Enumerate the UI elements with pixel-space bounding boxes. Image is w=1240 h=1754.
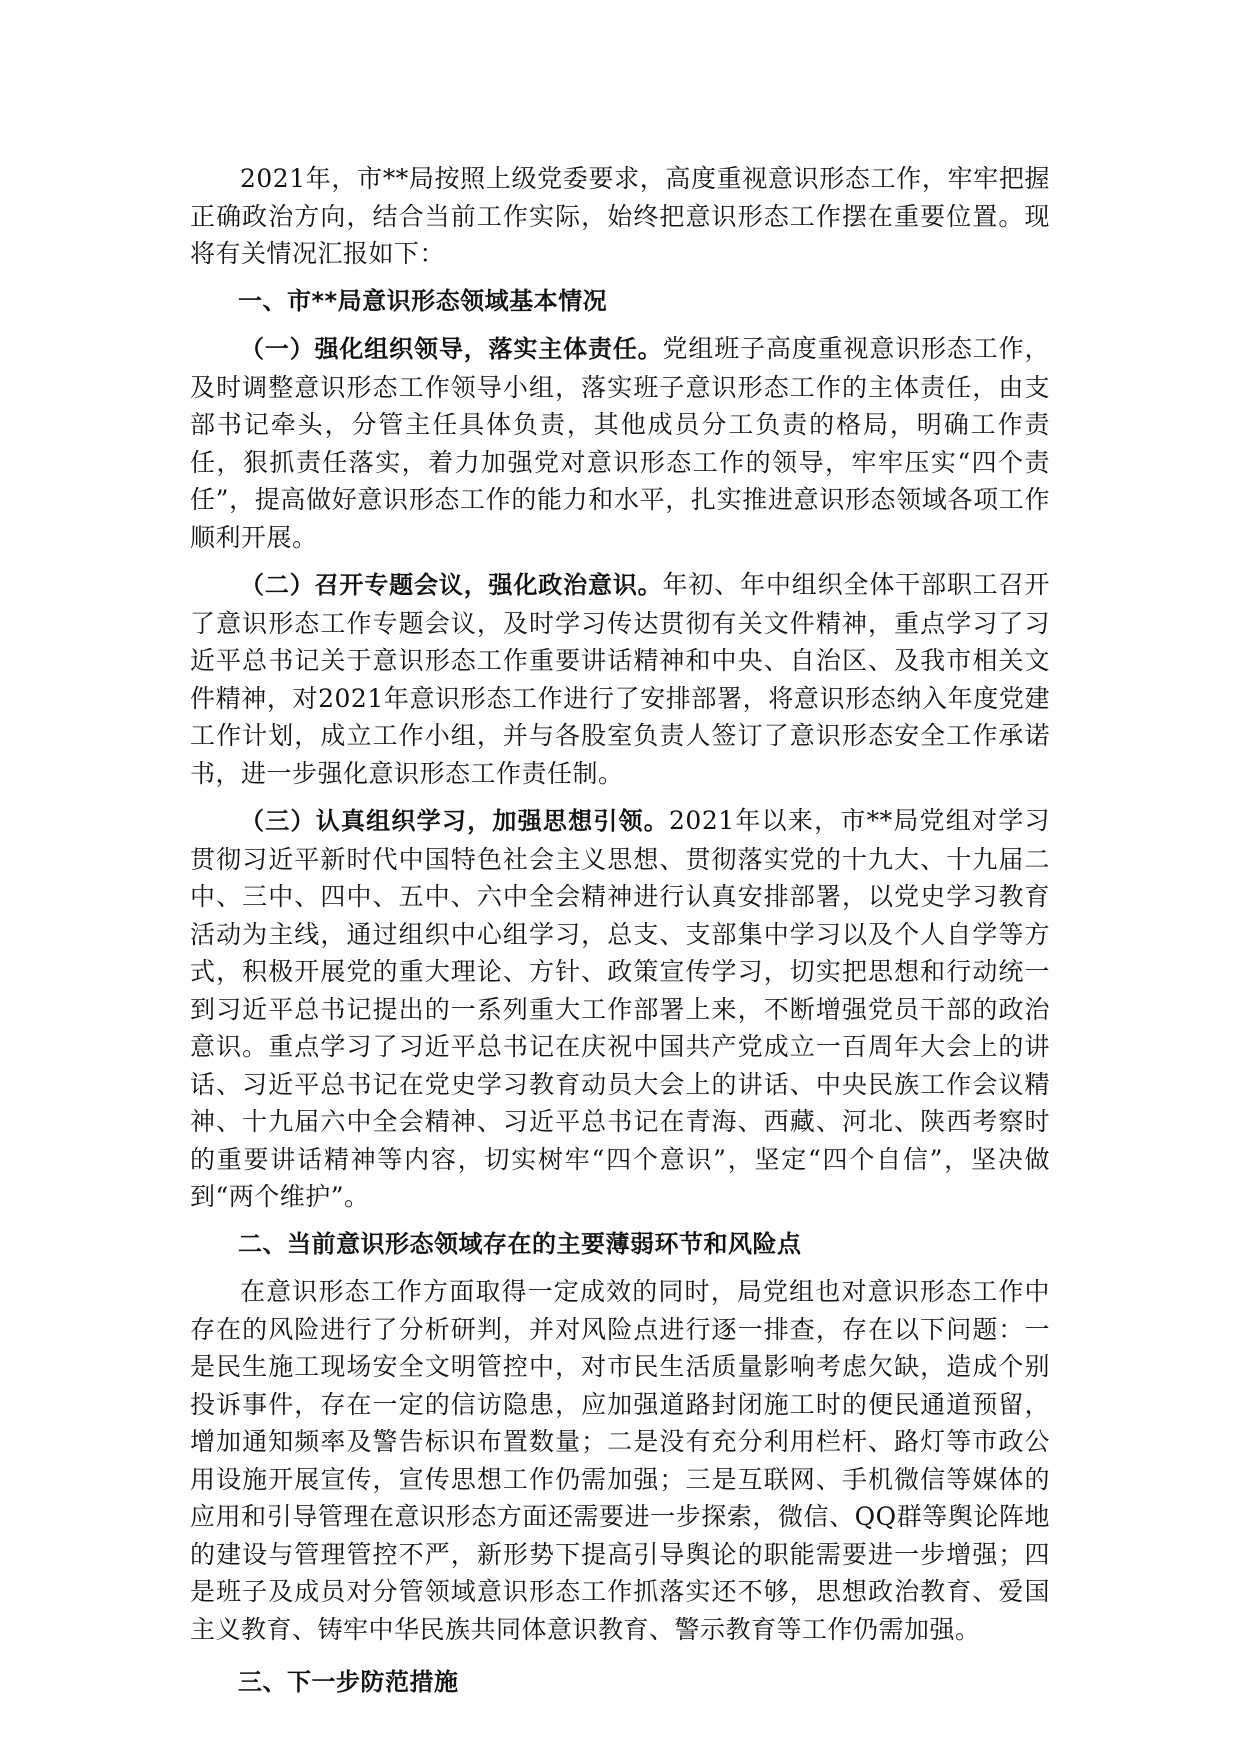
section-1-heading: 一、市**局意识形态领域基本情况 [238, 286, 608, 315]
spacer [190, 792, 1050, 802]
intro-paragraph: 2021年，市**局按照上级党委要求，高度重视意识形态工作，牢牢把握正确政治方向，结合当前工作实际，始终把意识形态工作摆在重要位置。现将有关情况汇报如下： [190, 164, 1050, 268]
spacer [190, 273, 1050, 283]
spacer [190, 1263, 1050, 1273]
section-1-item-3-body: 2021年以来，市**局党组对学习贯彻习近平新时代中国特色社会主义思想、贯彻落实党的十九大、十九届二中、三中、四中、五中、六中全会精神进行认真安排部署，以党史学习教育活动为主线，通过组织中心组学习，总支、支部集中学习以及个人自学等方式，积极开展党的重大理论、方针、政策宣传学习，切实把思想和行动统一到习近平总书记提出的一系列重大工作部署上来，不断增强党员干部的政治意识。重点学习了习近平总书记在庆祝中国共产党成立一百周年大会上的讲话、习近平总书记在党史学习教育动员大会上的讲话、中央民族工作会议精神、十九届六中全会精神、习近平总书记在青海、西藏、河北、陕西考察时的重要讲话精神等内容，切实树牢“四个意识”，坚定“四个自信”，坚决做到“两个维护”。 [190, 806, 1051, 1211]
spacer [190, 320, 1050, 330]
section-1-item-3 [190, 802, 1050, 1216]
section-2-body: 在意识形态工作方面取得一定成效的同时，局党组也对意识形态工作中存在的风险进行了分析研判，并对风险点进行逐一排查，存在以下问题：一是民生施工现场安全文明管控中，对市民生活质量影响考虑欠缺，造成个别投诉事件，存在一定的信访隐患，应加强道路封闭施工时的便民通道预留，增加通知频率及警告标识布置数量；二是没有充分利用栏杆、路灯等市政公用设施开展宣传，宣传思想工作仍需加强；三是互联网、手机微信等媒体的应用和引导管理在意识形态方面还需要进一步探索，微信、QQ群等舆论阵地的建设与管理管控不严，新形势下提高引导舆论的职能需要进一步增强；四是班子及成员对分管领域意识形态工作抓落实还不够，思想政治教育、爱国主义教育、铸牢中华民族共同体意识教育、警示教育等工作仍需加强。 [190, 1277, 1050, 1644]
document-page [190, 160, 1050, 1702]
section-1-item-1-lead: （一）强化组织领导，落实主体责任。 [240, 335, 663, 363]
section-1-item-2 [190, 566, 1050, 792]
section-2-heading: 二、当前意识形态领域存在的主要薄弱环节和风险点 [238, 1229, 802, 1258]
section-3-heading: 三、下一步防范措施 [238, 1668, 459, 1696]
section-1-item-1 [190, 330, 1050, 556]
spacer [190, 556, 1050, 566]
section-1-item-2-body: 年初、年中组织全体干部职工召开了意识形态工作专题会议，及时学习传达贯彻有关文件精神，重点学习了习近平总书记关于意识形态工作重要讲话精神和中央、自治区、及我市相关文件精神，对2021年意识形态工作进行了安排部署，将意识形态纳入年度党建工作计划，成立工作小组，并与各股室负责人签订了意识形态安全工作承诺书，进一步强化意识形态工作责任制。 [190, 570, 1050, 788]
section-1-item-3-lead: （三）认真组织学习，加强思想引领。 [240, 807, 670, 835]
spacer [190, 1216, 1050, 1226]
section-1-item-2-lead: （二）召开专题会议，强化政治意识。 [240, 571, 663, 599]
spacer [190, 1648, 1050, 1664]
section-1-item-1-body: 党组班子高度重视意识形态工作，及时调整意识形态工作领导小组，落实班子意识形态工作的主体责任，由支部书记牵头，分管主任具体负责，其他成员分工负责的格局，明确工作责任，狠抓责任落实，着力加强党对意识形态工作的领导，牢牢压实“四个责任”，提高做好意识形态工作的能力和水平，扎实推进意识形态领域各项工作顺利开展。 [190, 334, 1050, 552]
